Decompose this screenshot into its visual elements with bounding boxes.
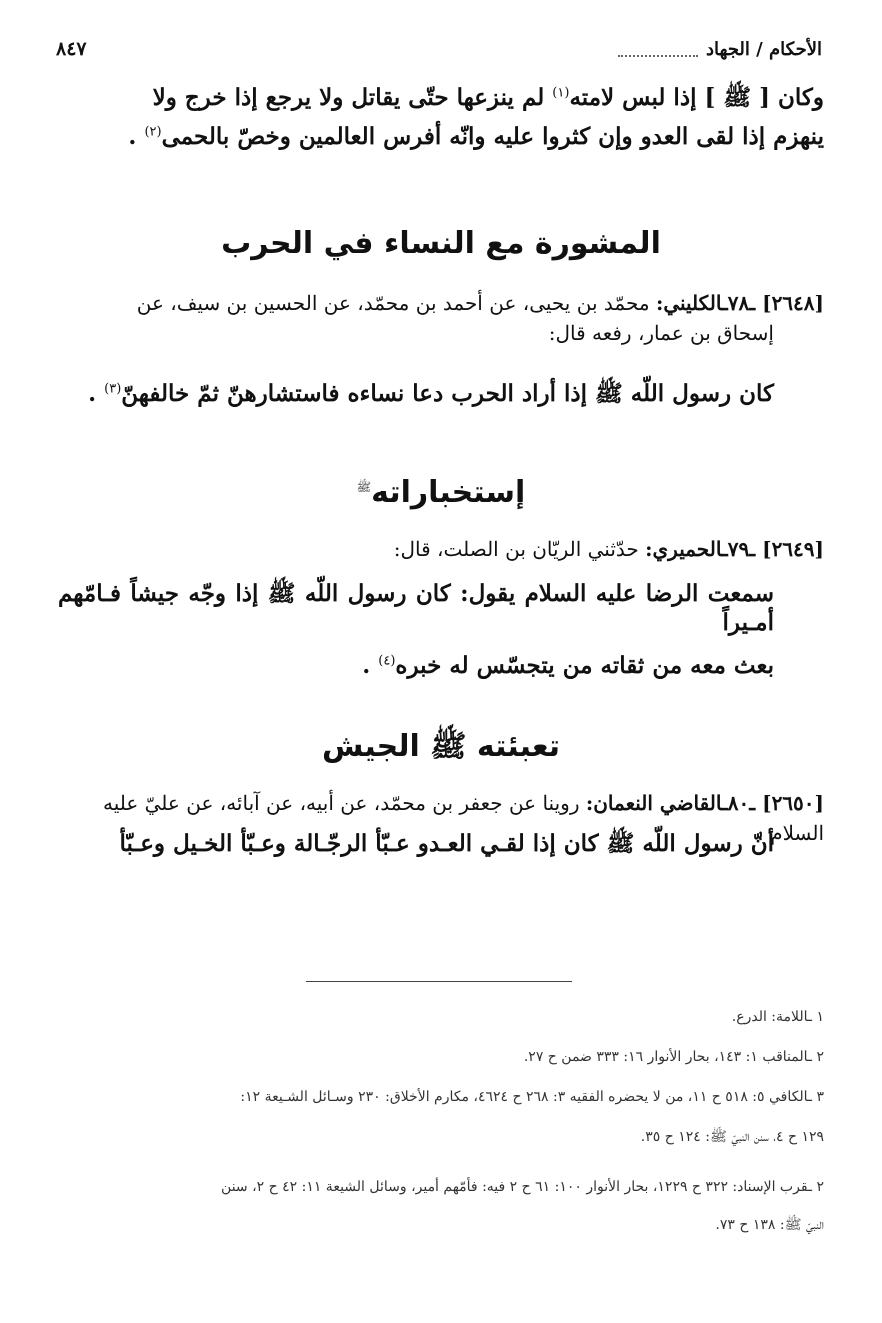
- hadith-line-2: [58, 652, 774, 681]
- footnote-4-line-2: النبيّ ﷺ: ١٣٨ ح ٧٣.: [715, 1217, 824, 1233]
- footnote-3-line-1: ٣ ـالكافي ٥: ٥١٨ ح ١١، من لا يحضره الفقيه ٣: ٢٦٨ ح ٤٦٢٤، مكارم الأخلاق: ٢٣٠ وسـائل الشـيعة ١٢:: [240, 1089, 824, 1105]
- text-run: ينهزم إذا لقى العدو وإن كثروا عليه وانّه أفرس العالمين وخصّ بالحمى: [161, 122, 824, 150]
- footnote-separator: [306, 981, 572, 982]
- isnad-text: روينا عن جعفر بن محمّد، عن أبيه، عن آبائه، عن عليّ عليه السلام :: [102, 791, 824, 845]
- isnad-text: محمّد بن يحيى، عن أحمد بن محمّد، عن الحسين بن سيف، عن: [136, 291, 656, 315]
- section-heading-intelligence: [58, 475, 824, 510]
- chain-line: [58, 534, 824, 564]
- narration-source: الحميري:: [645, 537, 722, 561]
- hadith-text-2648: [58, 380, 824, 409]
- text-run: لم ينزعها حتّى يقاتل ولا يرجع إذا خرج ولا: [152, 84, 553, 111]
- narration-source: الكليني:: [655, 291, 722, 315]
- section-heading-army-arrangement: تعبئته ﷺ الجيش: [321, 729, 561, 764]
- hadith-line-1: أنّ رسول اللّه ﷺ كان إذا لقـي العـدو عـبّأ الرجّـالة وعـبّأ الخـيل وعـبّأ: [119, 830, 774, 857]
- running-title: الأحكام / الجهاد: [706, 38, 822, 60]
- footnote-ref-4: (٤): [378, 652, 396, 668]
- page-number: ٨٤٧: [56, 38, 87, 60]
- narration-number: [٢٦٥٠] ـ٨٠ـ: [721, 791, 824, 815]
- footnote-4-line-1: ٢ ـقرب الإسناد: ٣٢٢ ح ١٢٢٩، بحار الأنوار ١٠٠: ٦١ ح ٢ فيه: فأمّهم أمير، وسائل الشيعة ١١: ٤٢ ح ٢، سنن: [221, 1179, 824, 1195]
- paragraph-line-1: [58, 84, 824, 113]
- text-run: كان رسول اللّه ﷺ إذا أراد الحرب دعا نساءه فاستشارهنّ ثمّ خالفهنّ: [121, 380, 774, 407]
- paragraph-line-2: [58, 123, 824, 152]
- chain-line-2: إسحاق بن عمار، رفعه قال:: [548, 321, 774, 345]
- footnote-ref-2: (٢): [144, 124, 162, 140]
- narration-2648: [58, 288, 824, 348]
- page-header: [56, 34, 822, 64]
- text-run: .: [88, 380, 105, 407]
- narration-source: القاضي النعمان:: [585, 791, 722, 815]
- narration-2649: [58, 534, 824, 564]
- footnote-ref-1: (١): [552, 85, 570, 101]
- narration-number: [٢٦٤٩] ـ٧٩ـ: [721, 537, 824, 561]
- footnote-2: ٢ ـالمناقب ١: ١٤٣، بحار الأنوار ١٦: ٣٣٣ ضمن ح ٢٧.: [523, 1049, 824, 1065]
- narration-number: [٢٦٤٨] ـ٧٨ـ: [721, 291, 824, 315]
- honorific-glyph: ﷺ: [356, 480, 372, 494]
- isnad-text: حدّثني الريّان بن الصلت، قال:: [393, 537, 646, 561]
- footnote-ref-3: (٣): [104, 381, 122, 397]
- text-run: .: [128, 122, 145, 150]
- text-run: بعث معه من ثقاته من يتجسّس له خبره: [395, 651, 774, 679]
- chain-line-1: [58, 288, 824, 318]
- section-heading-women-consultation: المشورة مع النساء في الحرب: [221, 226, 661, 261]
- page-number-area: [56, 38, 87, 60]
- footnote-1: ١ ـاللامة: الدرع.: [731, 1009, 824, 1025]
- hadith-text-2650: [58, 830, 824, 859]
- text-run: وكان [ ﷺ ] إذا لبس لامته: [569, 84, 824, 111]
- hadith-text-2649: [58, 580, 824, 680]
- hadith-line-1: سمعت الرضا عليه السلام يقول: كان رسول اللّه ﷺ إذا وجّه جيشاً فـامّهم أمـيراً: [58, 580, 774, 636]
- header-dots: [618, 41, 698, 57]
- running-title-area: [618, 39, 822, 60]
- heading-text: إستخباراته: [371, 475, 526, 510]
- text-run: .: [362, 651, 379, 679]
- footnote-3-line-2: ١٢٩ ح ٤، سنن النبيّ ﷺ: ١٢٤ ح ٣٥.: [640, 1129, 824, 1145]
- paragraph-lamah: [58, 84, 824, 152]
